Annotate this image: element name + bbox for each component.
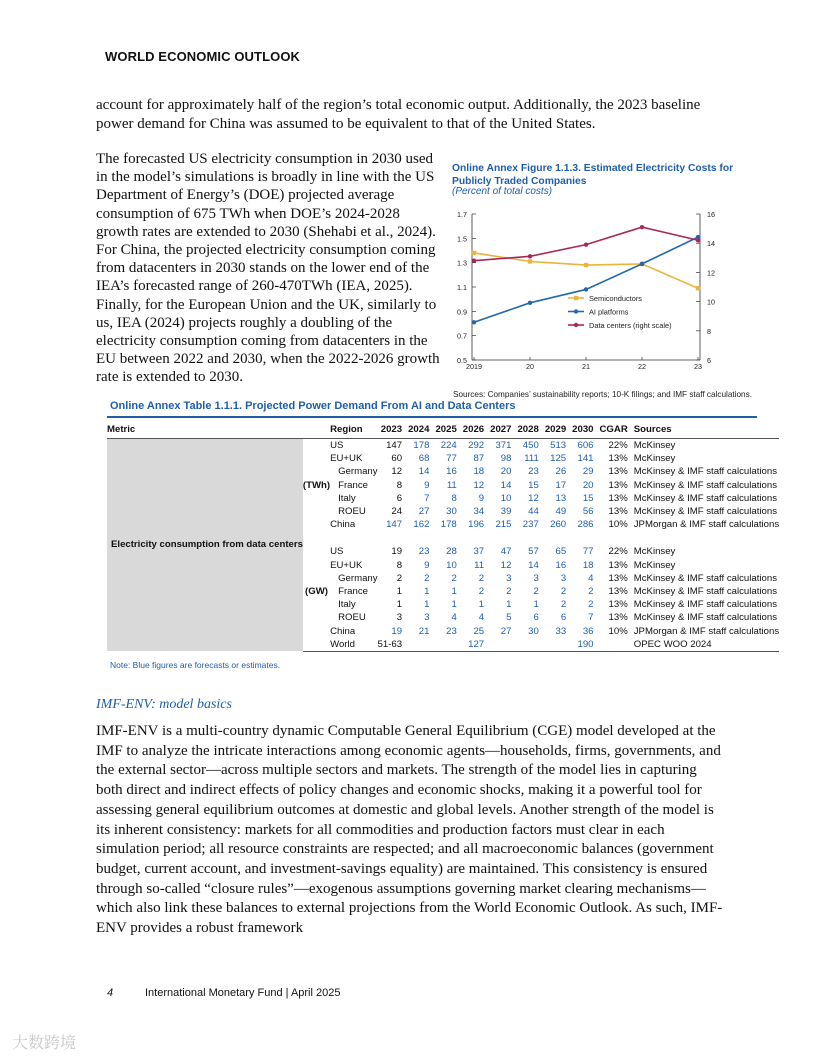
legend-label: Semiconductors: [589, 293, 642, 303]
value-cell: 5: [506, 612, 512, 624]
region-cell: US: [330, 546, 344, 558]
source-cell: McKinsey: [633, 440, 676, 452]
data-point: [472, 259, 476, 263]
value-cell: 3: [560, 572, 567, 584]
value-cell: 190: [572, 638, 599, 652]
source-cell: McKinsey & IMF staff calculations: [633, 466, 777, 478]
source-cell: McKinsey & IMF staff calculations: [633, 479, 777, 491]
value-cell: 178: [440, 519, 457, 531]
region-cell: World: [330, 638, 377, 652]
legend-label: AI platforms: [589, 307, 629, 317]
value-cell: 1: [451, 585, 457, 597]
region-cell: France: [338, 585, 368, 597]
region-cell: Germany: [338, 572, 378, 584]
value-cell: 9: [478, 492, 485, 504]
value-cell: 9: [424, 479, 430, 491]
value-cell: 215: [495, 519, 512, 531]
value-cell: 12: [391, 466, 403, 478]
line-chart: [450, 204, 730, 372]
value-cell: 77: [582, 546, 594, 558]
region-cell: China: [330, 519, 356, 531]
y-tick-label-right: 8: [707, 326, 711, 336]
value-cell: 37: [473, 546, 485, 558]
value-cell: 77: [446, 453, 457, 465]
value-cell: 606: [577, 440, 594, 452]
source-cell: McKinsey & IMF staff calculations: [633, 492, 777, 504]
legend-label: Data centers (right scale): [589, 320, 672, 330]
value-cell: 2: [424, 572, 430, 584]
value-cell: 12: [500, 559, 512, 571]
cgar-cell: 13%: [608, 479, 628, 491]
source-cell: JPMorgan & IMF staff calculations: [633, 625, 780, 637]
value-cell: 12: [528, 492, 539, 504]
value-cell: 1: [424, 599, 430, 611]
footer-page-number: 4: [107, 987, 114, 999]
source-cell: McKinsey: [633, 559, 676, 571]
value-cell: 11: [446, 479, 457, 491]
value-cell: 36: [582, 625, 594, 637]
value-cell: 24: [391, 506, 403, 518]
value-cell: 2: [506, 585, 512, 597]
value-cell: 237: [522, 519, 539, 531]
running-head: WORLD ECONOMIC OUTLOOK: [105, 49, 301, 64]
unit-label: (TWh): [302, 479, 331, 491]
value-cell: 2: [588, 599, 594, 611]
cgar-cell: 13%: [608, 492, 628, 504]
value-cell: 65: [555, 546, 567, 558]
value-cell: 25: [473, 625, 485, 637]
region-cell: ROEU: [338, 612, 366, 624]
y-tick-label-right: 6: [707, 356, 711, 365]
region-cell: Italy: [338, 492, 356, 504]
table-header-row: [107, 420, 779, 439]
value-cell: 19: [391, 546, 403, 558]
table-title: Online Annex Table 1.1.1. Projected Power Demand From AI and Data Centers: [110, 400, 516, 412]
value-cell: 371: [495, 440, 512, 452]
y-tick-label-left: 1.7: [457, 210, 467, 219]
value-cell: 15: [528, 479, 539, 491]
value-cell: 68: [418, 453, 430, 465]
value-cell: 286: [577, 519, 594, 531]
value-cell: 29: [582, 466, 594, 478]
section-body-paragraph: IMF-ENV is a multi-country dynamic Computable General Equilibrium (CGE) model developed at the IMF to analyze the intricate interactions among economic agents—households, firms, governments, and the external sector—across multiple sectors and markets. The strength of the model lies in capturing both direct and indirect effects of policy changes and economic shocks, making it a powerful tool for assessing general equilibrium outcomes at domestic and global levels. Another strength of the model is its inherent consistency: markets for all commodities and production factors must clear in each simulation period; all resource constraints are respected; and all macroeconomic balances (government budget, current account, and investment-savings equality) are maintained. This consistency is ensured through so-called “closure rules”—exogenous assumptions governing market clearing mechanisms—which also link these balances to external projections from the World Economic Outlook. As such, IMF-ENV provides a robust framework: [96, 723, 723, 937]
legend-marker: [574, 309, 578, 313]
cgar-cell: 13%: [608, 585, 628, 597]
data-point: [584, 242, 588, 246]
data-point: [696, 238, 700, 242]
value-cell: 13: [555, 492, 567, 504]
header-year: 2023: [378, 420, 409, 439]
value-cell: 2: [451, 572, 457, 584]
value-cell: 57: [528, 546, 539, 558]
header-cgar: CGAR: [600, 420, 634, 439]
value-cell: 47: [500, 546, 512, 558]
source-cell: McKinsey & IMF staff calculations: [633, 506, 777, 518]
footer-text: International Monetary Fund | April 2025: [145, 987, 341, 999]
data-point: [472, 251, 476, 255]
value-cell: 4: [478, 612, 485, 624]
value-cell: 16: [446, 466, 457, 478]
value-cell: 60: [391, 453, 403, 465]
value-cell: 147: [386, 519, 403, 531]
value-cell: 162: [413, 519, 430, 531]
value-cell: 2: [588, 585, 594, 597]
value-cell: 6: [560, 612, 567, 624]
value-cell: 1: [396, 585, 403, 597]
value-cell: 16: [555, 559, 567, 571]
header-metric: Metric: [107, 420, 303, 439]
value-cell: 11: [474, 559, 485, 571]
value-cell: [545, 638, 572, 652]
value-cell: 4: [451, 612, 457, 624]
cgar-cell: 13%: [608, 453, 628, 465]
value-cell: 111: [524, 453, 539, 465]
value-cell: 17: [555, 479, 567, 491]
value-cell: 127: [463, 638, 490, 652]
section-heading: IMF-ENV: model basics: [96, 697, 232, 712]
value-cell: 30: [528, 625, 539, 637]
figure-title: Online Annex Figure 1.1.3. Estimated Electricity Costs for Publicly Traded Companies: [452, 163, 734, 187]
cgar-cell: 22%: [608, 546, 628, 558]
value-cell: 15: [582, 492, 594, 504]
value-cell: 18: [582, 559, 594, 571]
value-cell: 8: [451, 492, 457, 504]
value-cell: 26: [555, 466, 567, 478]
value-cell: 39: [500, 506, 512, 518]
value-cell: 513: [550, 440, 567, 452]
value-cell: 1: [478, 599, 485, 611]
value-cell: 98: [500, 453, 512, 465]
cgar-cell: 10%: [608, 519, 628, 531]
chart-legend: [568, 294, 672, 330]
left-column-paragraph: The forecasted US electricity consumption in 2030 used in the model’s simulations is broadly in line with the US Department of Energy’s (DOE) projected average consumption of 675 TWh when DOE’s 2024-2028 growth rates are extended to 2030 (Shehabi et al., 2024). For China, the projected electricity consumption coming from datacenters in 2030 stands on the lower end of the IEA’s forecasted range of 260-470TWh (IEA, 2025). Finally, for the European Union and the UK, similarly to us, IEA (2024) projects roughly a doubling of the electricity consumption coming from datacenters in the EU between 2022 and 2030, when the 2022-2026 growth rate is extended to 2030.: [96, 151, 440, 386]
y-tick-label-left: 1.5: [457, 234, 467, 244]
value-cell: 8: [396, 479, 403, 491]
metric-label: Electricity consumption from data centers: [107, 439, 303, 652]
cgar-cell: 10%: [608, 625, 628, 637]
value-cell: 10: [446, 559, 457, 571]
source-cell: OPEC WOO 2024: [634, 638, 779, 652]
intro-paragraph: account for approximately half of the region’s total economic output. Additionally, the 2023 baseline power demand for China was assumed to be equivalent to that of the United States.: [96, 97, 701, 132]
value-cell: 33: [555, 625, 567, 637]
value-cell: 23: [446, 625, 457, 637]
value-cell: [408, 638, 435, 652]
y-tick-label-right: 12: [707, 268, 715, 278]
header-year: 2029: [545, 420, 572, 439]
y-tick-label-right: 14: [707, 239, 715, 249]
y-tick-label-left: 1.1: [457, 283, 467, 292]
value-cell: 2: [478, 572, 485, 584]
x-tick-label: 20: [526, 362, 534, 371]
value-cell: 19: [391, 625, 403, 637]
value-cell: 3: [396, 612, 403, 624]
value-cell: 260: [550, 519, 567, 531]
value-cell: 178: [413, 440, 430, 452]
x-tick-label: 22: [638, 362, 646, 371]
value-cell: 450: [522, 440, 539, 452]
value-cell: 6: [396, 492, 403, 504]
value-cell: 23: [528, 466, 539, 478]
header-year: 2025: [435, 420, 462, 439]
value-cell: 2: [478, 585, 485, 597]
source-cell: McKinsey & IMF staff calculations: [633, 612, 777, 624]
value-cell: 141: [577, 453, 594, 465]
value-cell: 51-63: [378, 638, 409, 652]
value-cell: 2: [533, 585, 539, 597]
data-point: [528, 301, 532, 305]
cgar-cell: 13%: [608, 506, 628, 518]
x-tick-label: 2019: [466, 362, 482, 371]
y-tick-label-left: 0.7: [457, 331, 467, 341]
value-cell: 7: [424, 492, 430, 504]
cgar-cell: 13%: [608, 559, 628, 571]
data-point: [528, 254, 532, 258]
value-cell: 147: [386, 440, 403, 452]
data-point: [584, 287, 588, 291]
value-cell: 9: [424, 559, 430, 571]
value-cell: 3: [533, 572, 539, 584]
cgar-cell: [600, 638, 634, 652]
header-year: 2026: [463, 420, 490, 439]
data-point: [640, 262, 644, 266]
value-cell: 14: [500, 479, 512, 491]
legend-marker: [574, 323, 578, 327]
value-cell: 1: [424, 585, 430, 597]
value-cell: 6: [533, 612, 539, 624]
header-sources: Sources: [634, 420, 779, 439]
region-cell: ROEU: [338, 506, 366, 518]
source-cell: McKinsey: [633, 546, 676, 558]
y-tick-label-left: 0.9: [457, 307, 467, 317]
value-cell: 27: [500, 625, 512, 637]
value-cell: 23: [418, 546, 430, 558]
table-note: Note: Blue figures are forecasts or estimates.: [110, 660, 281, 670]
source-cell: McKinsey & IMF staff calculations: [633, 599, 777, 611]
y-tick-label-left: 0.5: [457, 356, 467, 365]
figure-source: Sources: Companies’ sustainability reports; 10-K filings; and IMF staff calculations.: [453, 390, 752, 399]
chart-series: [472, 225, 700, 325]
value-cell: 125: [550, 453, 567, 465]
header-region: Region: [330, 420, 377, 439]
cgar-cell: 13%: [608, 612, 628, 624]
region-cell: Germany: [338, 466, 378, 478]
source-cell: McKinsey & IMF staff calculations: [633, 585, 777, 597]
value-cell: 1: [451, 599, 457, 611]
header-year: 2027: [490, 420, 517, 439]
source-cell: McKinsey: [633, 453, 676, 465]
value-cell: 18: [473, 466, 485, 478]
value-cell: 28: [446, 546, 457, 558]
data-point: [472, 320, 476, 324]
cgar-cell: 13%: [608, 572, 628, 584]
unit-label: (GW): [305, 585, 328, 597]
value-cell: 27: [418, 506, 430, 518]
cgar-cell: 13%: [608, 599, 628, 611]
power-demand-table: [107, 420, 779, 652]
value-cell: 2: [560, 599, 567, 611]
series-line: [474, 237, 698, 322]
region-cell: EU+UK: [330, 559, 363, 571]
value-cell: 224: [440, 440, 457, 452]
x-tick-label: 21: [582, 362, 590, 371]
figure-subtitle: (Percent of total costs): [452, 186, 553, 197]
value-cell: 3: [424, 612, 430, 624]
value-cell: 3: [506, 572, 512, 584]
table-top-rule: [107, 416, 757, 418]
value-cell: 7: [588, 612, 594, 624]
value-cell: 1: [396, 599, 403, 611]
data-point: [528, 259, 532, 263]
y-tick-label-right: 16: [707, 210, 715, 219]
value-cell: 1: [533, 599, 539, 611]
cgar-cell: 13%: [608, 466, 628, 478]
table-row: [107, 439, 779, 453]
value-cell: 56: [582, 506, 594, 518]
value-cell: 2: [396, 572, 403, 584]
data-point: [584, 263, 588, 267]
value-cell: 12: [473, 479, 485, 491]
header-year: 2028: [517, 420, 544, 439]
cgar-cell: 22%: [608, 440, 628, 452]
region-cell: France: [338, 479, 368, 491]
value-cell: 49: [555, 506, 567, 518]
value-cell: 34: [473, 506, 485, 518]
value-cell: 20: [500, 466, 512, 478]
value-cell: 14: [418, 466, 430, 478]
value-cell: 8: [396, 559, 403, 571]
value-cell: 14: [528, 559, 539, 571]
value-cell: 2: [560, 585, 567, 597]
value-cell: 1: [506, 599, 512, 611]
value-cell: 87: [473, 453, 485, 465]
value-cell: 4: [588, 572, 594, 584]
data-point: [640, 225, 644, 229]
value-cell: 10: [500, 492, 512, 504]
value-cell: 21: [418, 625, 430, 637]
source-cell: McKinsey & IMF staff calculations: [633, 572, 777, 584]
region-cell: Italy: [338, 599, 356, 611]
source-cell: JPMorgan & IMF staff calculations: [633, 519, 780, 531]
watermark: 大数跨境: [12, 1035, 77, 1052]
value-cell: 30: [446, 506, 457, 518]
region-cell: EU+UK: [330, 453, 363, 465]
value-cell: 292: [468, 440, 485, 452]
value-cell: [490, 638, 517, 652]
value-cell: [517, 638, 544, 652]
header-year: 2030: [572, 420, 599, 439]
legend-marker: [574, 296, 578, 300]
value-cell: 196: [468, 519, 485, 531]
value-cell: [435, 638, 462, 652]
y-tick-label-left: 1.3: [457, 258, 467, 268]
header-year: 2024: [408, 420, 435, 439]
region-cell: China: [330, 625, 356, 637]
region-cell: US: [330, 440, 344, 452]
y-tick-label-right: 10: [707, 297, 715, 307]
data-point: [696, 286, 700, 290]
value-cell: 44: [528, 506, 539, 518]
value-cell: 20: [582, 479, 594, 491]
x-tick-label: 23: [694, 362, 702, 371]
